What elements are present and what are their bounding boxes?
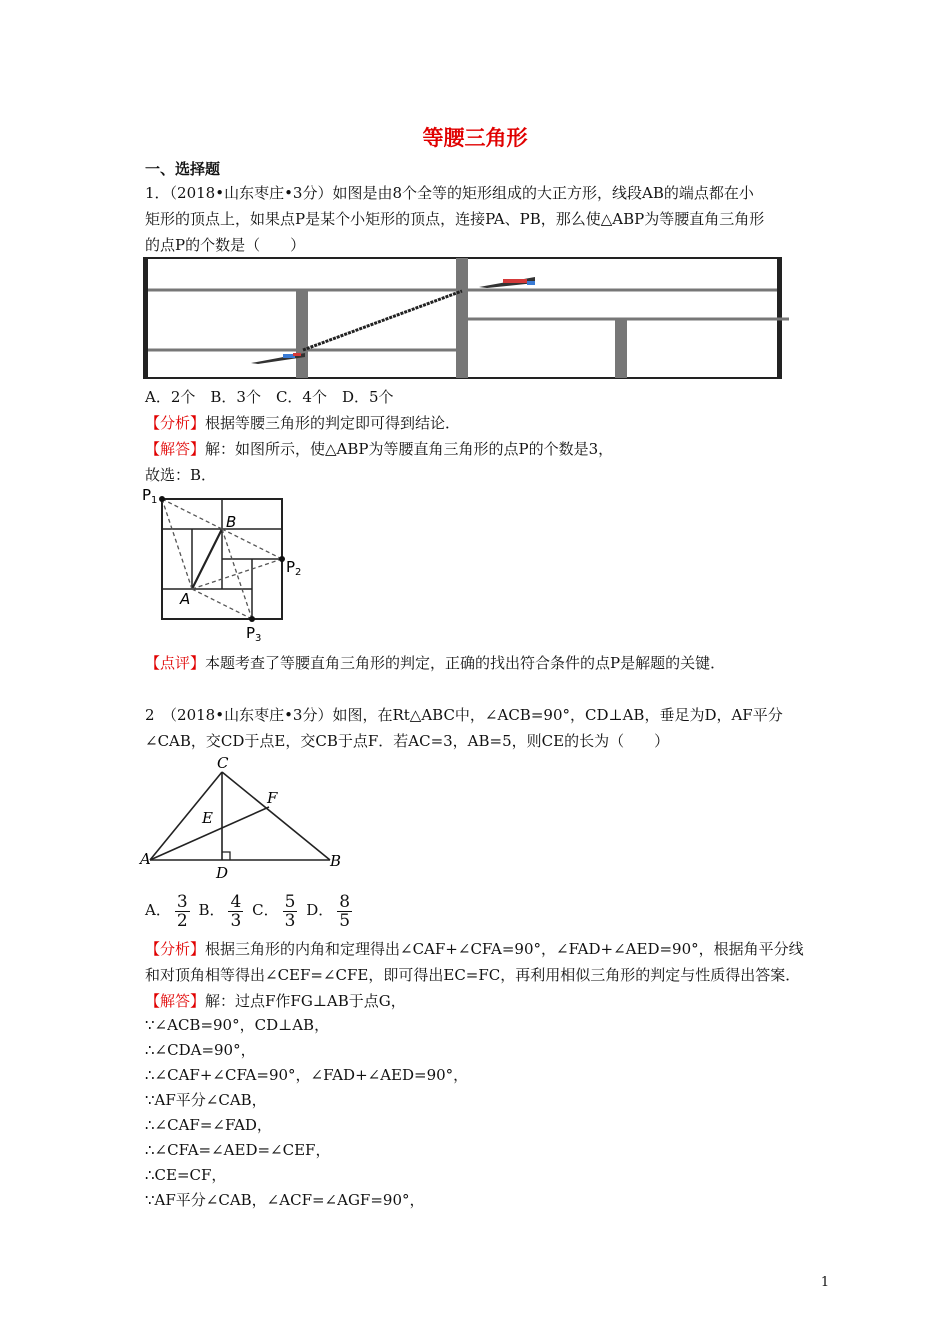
label-b: B: [330, 852, 342, 870]
label-p1: $P_1$: [142, 486, 158, 506]
q2-step-2: ∴∠CDA=90°，: [145, 1041, 256, 1059]
q2-step-7: ∴CE=CF，: [145, 1166, 227, 1184]
q1-comment-tag: 【点评】: [145, 654, 206, 672]
page-title: 等腰三角形: [422, 126, 528, 150]
label-f: F: [267, 789, 278, 807]
q1-options: A．2个 B．3个 C．4个 D．5个: [145, 388, 394, 406]
q2-answer-line-1: 解：过点F作FG⊥AB于点G，: [205, 992, 406, 1010]
label-d: D: [216, 864, 229, 882]
q2-answer-tag: 【解答】: [145, 992, 206, 1010]
page-number: 1: [820, 1275, 830, 1290]
q2-options: [145, 888, 356, 932]
q1-analysis-text: 根据等腰三角形的判定即可得到结论．: [205, 414, 461, 432]
section-heading: 一、选择题: [145, 160, 221, 178]
q1-stem-line-1: 1．（2018•山东枣庄•3分）如图是由8个全等的矩形组成的大正方形，线段AB的端点都在小: [145, 184, 754, 202]
q2-option-c-letter: C．: [252, 901, 279, 919]
q2-option-d-fraction: $\frac{8}{5}$: [339, 891, 351, 931]
q2-triangle-figure: [138, 752, 348, 884]
q1-comment-text: 本题考查了等腰直角三角形的判定，正确的找出符合条件的点P是解题的关键．: [205, 654, 726, 672]
label-a: A: [140, 850, 151, 868]
q2-analysis-tag: 【分析】: [145, 940, 206, 958]
q2-step-6: ∴∠CFA=∠AED=∠CEF，: [145, 1141, 331, 1159]
q2-analysis-line-1: 根据三角形的内角和定理得出∠CAF+∠CFA=90°，∠FAD+∠AED=90°，根据角平分线: [205, 940, 804, 958]
label-p2: $P_2$: [286, 558, 302, 578]
q2-option-d-letter: D．: [306, 901, 334, 919]
q2-option-c-fraction: $\frac{5}{3}$: [284, 891, 296, 931]
q2-analysis-line-2: 和对顶角相等得出∠CEF=∠CFE，即可得出EC=FC，再利用相似三角形的判定与性质得出答案．: [145, 966, 801, 984]
q1-answer-text: 解：如图所示，使△ABP为等腰直角三角形的点P的个数是3，: [205, 440, 614, 458]
q1-choose: 故选：B．: [145, 466, 217, 484]
q2-option-b-letter: B．: [198, 901, 225, 919]
q1-solution-figure: [138, 486, 313, 646]
label-p3: $P_3$: [246, 624, 262, 644]
q1-stem-line-2: 矩形的顶点上，如果点P是某个小矩形的顶点，连接PA、PB，那么使△ABP为等腰直角三角形: [145, 210, 765, 228]
q2-step-1: ∵∠ACB=90°，CD⊥AB，: [145, 1016, 330, 1034]
q2-option-a-fraction: $\frac{3}{2}$: [176, 891, 188, 931]
q1-stem-line-3: 的点P的个数是（ ）: [145, 236, 306, 254]
q2-stem-line-1: 2 （2018•山东枣庄•3分）如图，在Rt△ABC中，∠ACB=90°，CD⊥AB，垂足为D，AF平分: [145, 706, 783, 724]
q2-step-3: ∴∠CAF+∠CFA=90°，∠FAD+∠AED=90°，: [145, 1066, 469, 1084]
label-a: A: [180, 590, 191, 608]
q1-analysis-tag: 【分析】: [145, 414, 206, 432]
q2-step-8: ∵AF平分∠CAB，∠ACF=∠AGF=90°，: [145, 1191, 425, 1209]
q2-step-4: ∵AF平分∠CAB，: [145, 1091, 267, 1109]
label-b: B: [226, 513, 237, 531]
q2-step-5: ∴∠CAF=∠FAD，: [145, 1116, 272, 1134]
q1-rectangle-figure: [143, 257, 791, 381]
q2-option-b-fraction: $\frac{4}{3}$: [230, 891, 242, 931]
label-e: E: [202, 809, 213, 827]
q1-answer-tag: 【解答】: [145, 440, 206, 458]
q2-option-a-letter: A．: [145, 901, 171, 919]
label-c: C: [217, 754, 229, 772]
q2-stem-line-2: ∠CAB，交CD于点E，交CB于点F．若AC=3，AB=5，则CE的长为（ ）: [145, 732, 670, 750]
